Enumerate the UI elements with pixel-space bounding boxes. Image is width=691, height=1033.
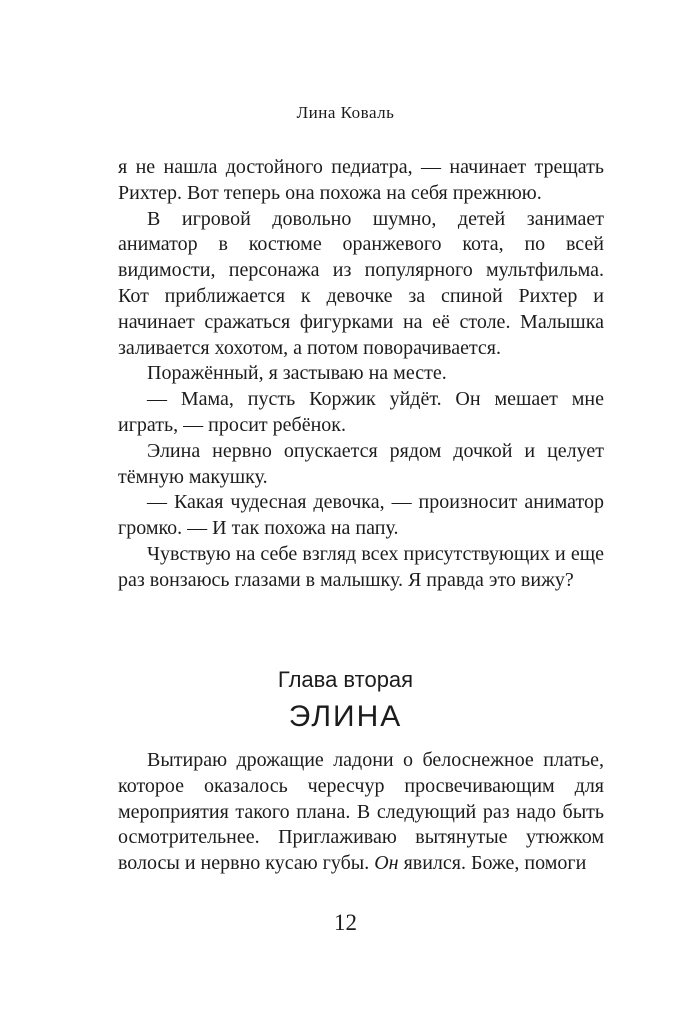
- paragraph: Поражённый, я застываю на месте.: [147, 362, 447, 385]
- chapter-title: ЭЛИНА: [288, 700, 403, 733]
- paragraph: В игровой довольно шумно, детей занимает аниматор в костюме оранжевого кота, по всей видимости, персонажа из популярного мультфильма. Кот приближается к девочке за спиной Рихтер и начинает сражаться фигурками на её столе. Малышка заливается хохотом, а потом поворачивается.: [118, 207, 604, 359]
- paragraph-text: явился. Боже, помоги: [398, 852, 587, 875]
- chapter-label: Глава вторая: [277, 667, 414, 692]
- paragraph-text: Вытираю дрожащие ладони о белоснежное платье, которое оказалось чересчур просвечивающим для мероприятия такого плана. В следующий раз надо быть осмотрительнее. Приглаживаю вытянутые утюжком волосы и нервно кусаю губы.: [118, 749, 604, 875]
- running-head-author: Лина Коваль: [296, 103, 395, 122]
- paragraph: [118, 748, 604, 877]
- paragraph: — Какая чудесная девочка, — произносит аниматор громко. — И так похожа на папу.: [118, 491, 604, 540]
- paragraph: Элина нервно опускается рядом дочкой и целует тёмную макушку.: [118, 439, 604, 488]
- chapter-one-ending-text: [118, 155, 604, 594]
- paragraph: Чувствую на себе взгляд всех присутствующих и еще раз вонзаюсь глазами в малышку. Я правда это вижу?: [118, 542, 604, 591]
- paragraph: — Мама, пусть Коржик уйдёт. Он мешает мне играть, — просит ребёнок.: [118, 388, 604, 436]
- paragraph: я не нашла достойного педиатра, — начинает трещать Рихтер. Вот теперь она похожа на себя прежнюю.: [118, 156, 604, 204]
- chapter-two-opening-text: [118, 748, 604, 877]
- italic-emphasis: Он: [374, 852, 399, 875]
- page-number: 12: [334, 910, 357, 935]
